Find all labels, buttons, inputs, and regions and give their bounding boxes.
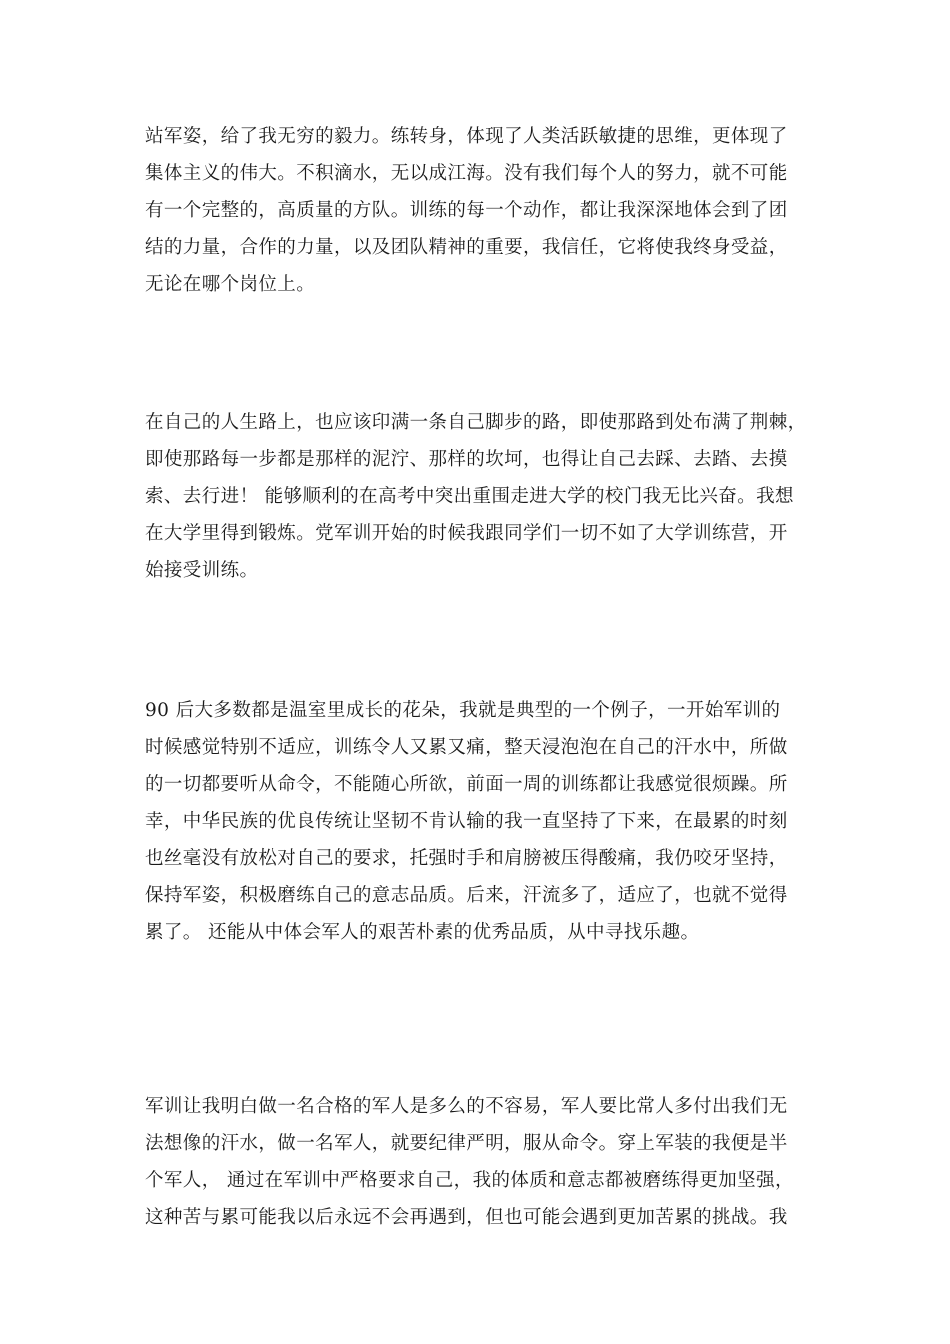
text-line: 军训让我明白做一名合格的军人是多么的不容易，军人要比常人多付出我们无 [145,1096,788,1117]
text-line: 站军姿，给了我无穷的毅力。练转身，体现了人类活跃敏捷的思维，更体现了 [145,126,788,147]
text-line: 索、去行进！ 能够顺利的在高考中突出重围走进大学的校门我无比兴奋。我想 [145,486,794,507]
paragraph-1 [145,118,825,303]
paragraph-4 [145,1088,825,1236]
text-line: 幸，中华民族的优良传统让坚韧不肯认输的我一直坚持了下来，在最累的时刻 [145,811,788,832]
text-line: 即使那路每一步都是那样的泥泞、那样的坎坷，也得让自己去踩、去踏、去摸 [145,449,788,470]
text-line: 累了。 还能从中体会军人的艰苦朴素的优秀品质，从中寻找乐趣。 [145,922,700,943]
text-line: 法想像的汗水，做一名军人，就要纪律严明，服从命令。穿上军装的我便是半 [145,1133,788,1154]
text-line: 结的力量，合作的力量，以及团队精神的重要，我信任，它将使我终身受益， [145,237,788,258]
text-line: 无论在哪个岗位上。 [145,274,316,295]
text-line: 保持军姿，积极磨练自己的意志品质。后来，汗流多了，适应了，也就不觉得 [145,885,788,906]
text-line: 在大学里得到锻炼。党军训开始的时候我跟同学们一切不如了大学训练营，开 [145,523,788,544]
text-line: 集体主义的伟大。不积滴水，无以成江海。没有我们每个人的努力，就不可能 [145,163,788,184]
text-line: 90 后大多数都是温室里成长的花朵，我就是典型的一个例子，一开始军训的 [145,700,781,721]
text-line: 始接受训练。 [145,560,259,581]
text-line: 在自己的人生路上，也应该印满一条自己脚步的路，即使那路到处布满了荆棘， [145,412,807,433]
text-line: 有一个完整的，高质量的方队。训练的每一个动作，都让我深深地体会到了团 [145,200,788,221]
paragraph-3 [145,692,825,951]
text-line: 时候感觉特别不适应，训练令人又累又痛，整天浸泡泡在自己的汗水中，所做 [145,737,788,758]
text-line: 个军人， 通过在军训中严格要求自己，我的体质和意志都被磨练得更加坚强， [145,1170,794,1191]
paragraph-2 [145,404,825,589]
text-line: 这种苦与累可能我以后永远不会再遇到，但也可能会遇到更加苦累的挑战。我 [145,1207,788,1228]
text-line: 也丝毫没有放松对自己的要求，托强时手和肩膀被压得酸痛，我仍咬牙坚持， [145,848,788,869]
text-line: 的一切都要听从命令，不能随心所欲，前面一周的训练都让我感觉很烦躁。所 [145,774,788,795]
